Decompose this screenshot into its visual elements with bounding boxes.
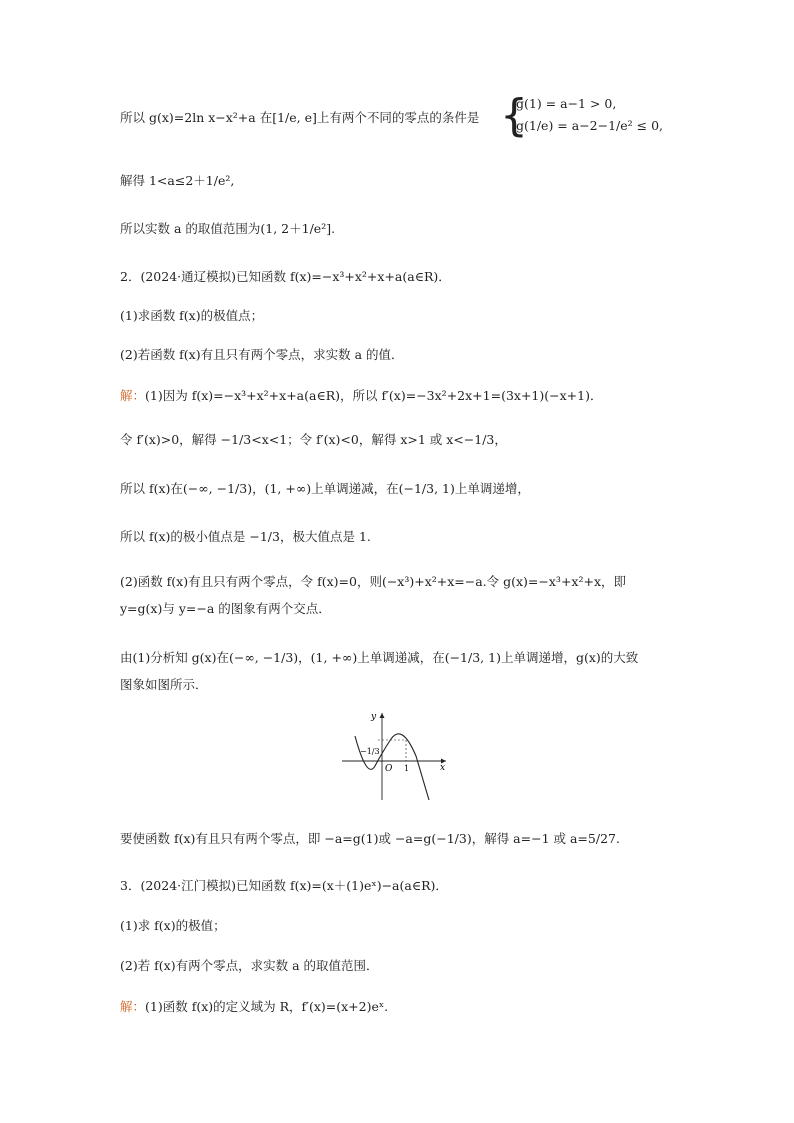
origin-label: O (385, 764, 393, 774)
solve-range-line: 解得 1<a≤2＋1/e², (120, 173, 235, 188)
solution-step-6: 由(1)分析知 g(x)在(−∞, −1/3)，(1, +∞)上单调递减，在(−1/3, 1)上单调递增，g(x)的大致图象如图所示． (120, 650, 639, 692)
condition-g-1-over-e: g(1/e) = a−2−1/e² ≤ 0, (516, 118, 664, 133)
solution-step-8 (120, 998, 684, 1016)
question-2-part-2: (2)若函数 f(x)有且只有两个零点，求实数 a 的值． (120, 347, 404, 362)
y-axis-arrow (380, 713, 385, 718)
solution-label: 解： (120, 388, 146, 403)
question-3-part-1: (1)求 f(x)的极值； (120, 918, 226, 933)
solution-step-1-text: (1)因为 f(x)=−x³+x²+x+a(a∈R)，所以 f′(x)=−3x²+2x+1=(3x+1)(−x+1)． (145, 388, 603, 403)
solution-step-1 (120, 387, 684, 405)
question-3-title: 3．(2024·江门模拟)已知函数 f(x)=(x＋(1)eˣ)−a(a∈R)． (120, 878, 448, 893)
solution-step-2: 令 f′(x)>0，解得 −1/3<x<1；令 f′(x)<0，解得 x>1 或 x<−1/3， (120, 432, 507, 447)
tick-one: 1 (404, 764, 410, 773)
solution-step-3: 所以 f(x)在(−∞, −1/3)，(1, +∞)上单调递减，在(−1/3, 1)上单调递增， (120, 481, 530, 496)
question-2-part-1: (1)求函数 f(x)的极值点； (120, 308, 264, 323)
x-axis-label: x (440, 763, 446, 773)
solution-step-7: 要使函数 f(x)有且只有两个零点，即 −a=g(1)或 −a=g(−1/3)，解得 a=−1 或 a=5/27. (120, 831, 620, 846)
question-3-part-2: (2)若 f(x)有两个零点，求实数 a 的取值范围． (120, 958, 379, 973)
condition-g1: g(1) = a−1 > 0, (516, 96, 617, 111)
question-2-title: 2．(2024·通辽模拟)已知函数 f(x)=−x³+x²+x+a(a∈R)． (120, 269, 451, 284)
y-axis-label: y (371, 712, 377, 722)
solution-step-5: (2)函数 f(x)有且只有两个零点，令 f(x)=0，则(−x³)+x²+x=−a.令 g(x)=−x³+x²+x，即 y=g(x)与 y=−a 的图象有两个交点． (120, 574, 627, 616)
solution-label-2: 解： (120, 999, 146, 1014)
zero-condition-line: 所以 g(x)=2ln x−x²+a 在[1/e, e]上有两个不同的零点的条件是 (120, 110, 480, 125)
range-result-line: 所以实数 a 的取值范围为(1, 2＋1/e²]. (120, 221, 336, 236)
solution-step-8-text: (1)函数 f(x)的定义域为 R，f′(x)=(x+2)eˣ. (145, 999, 389, 1014)
cubic-graph-figure (340, 710, 450, 802)
tick-negative-third: −1/3 (360, 747, 380, 756)
system-brace: { (500, 90, 528, 141)
solution-step-4: 所以 f(x)的极小值点是 −1/3，极大值点是 1. (120, 529, 371, 544)
